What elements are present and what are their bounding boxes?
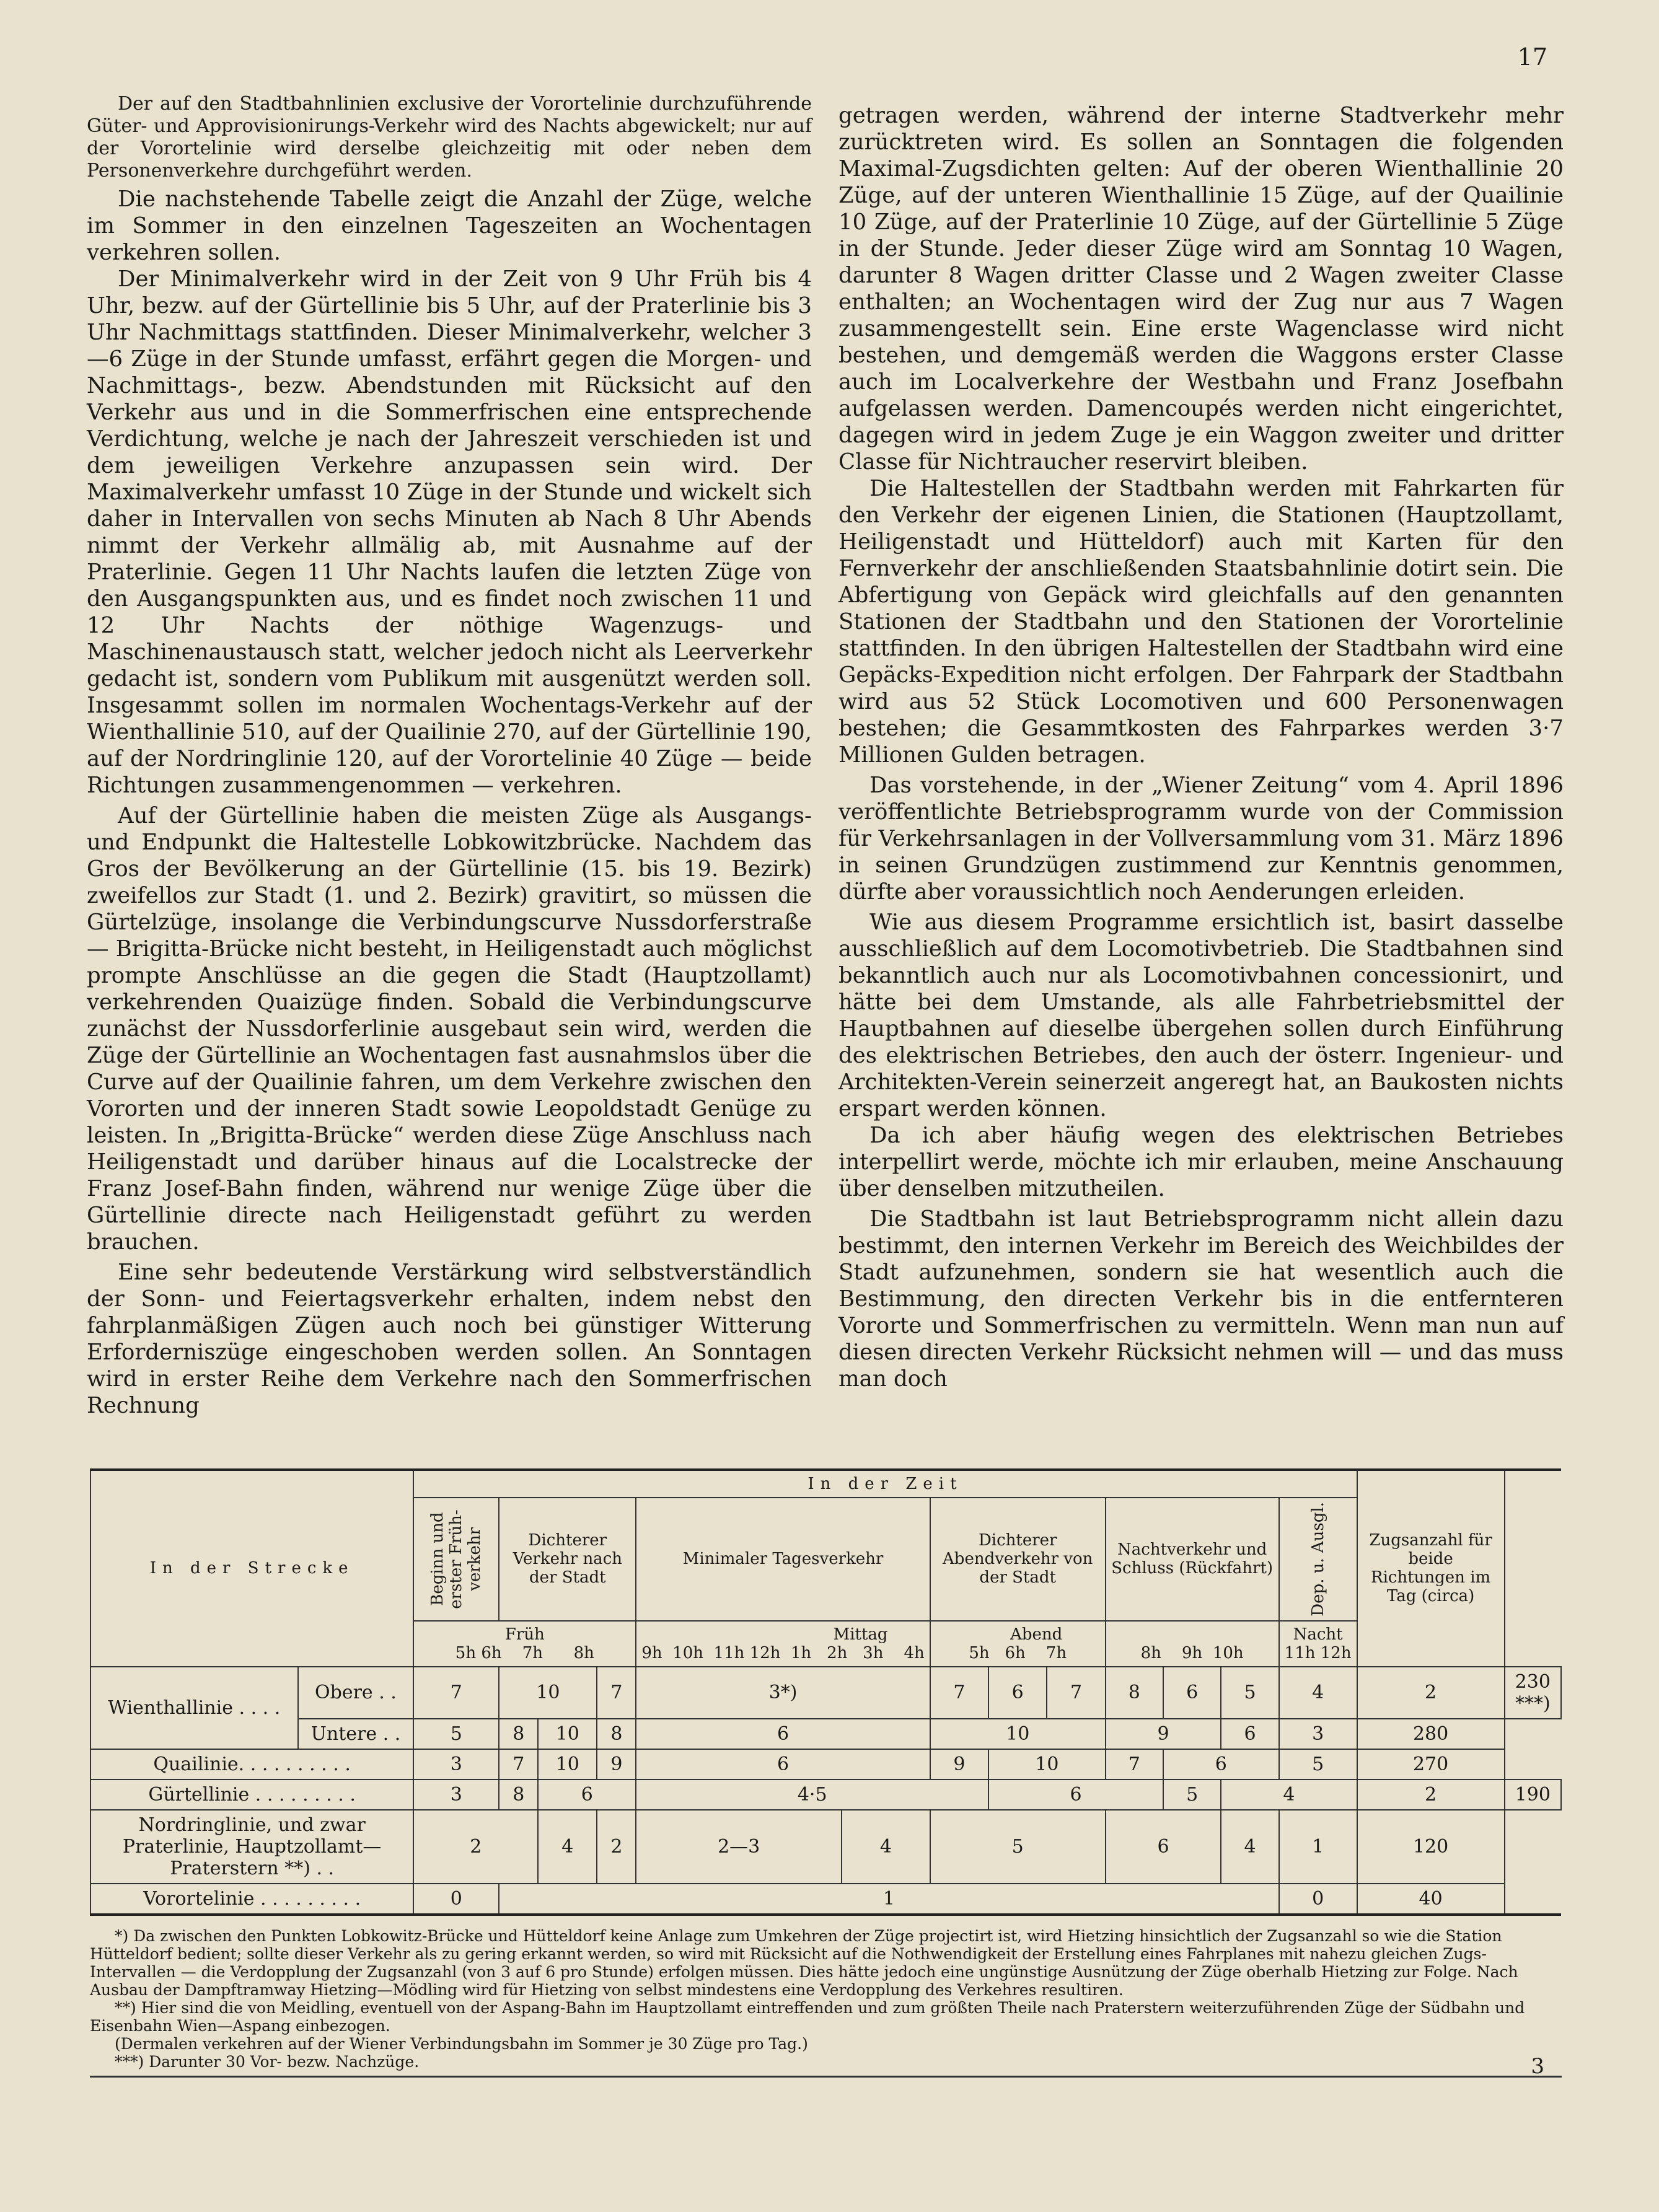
cell: 5 (1221, 1667, 1278, 1719)
hours-4: 8h 9h 10h (1140, 1643, 1244, 1662)
right-column (838, 102, 1564, 1392)
table-row (90, 1749, 1561, 1780)
header-dichter-abend: Dichterer Abendverkehr von der Stadt (930, 1498, 1106, 1621)
header-dep: Dep. u. Ausgl. (1279, 1498, 1357, 1621)
cell: 7 (413, 1667, 499, 1719)
row-label-quai: Quailinie. . . . . . . . . . (90, 1749, 413, 1780)
hours-2: 9h 10h 11h 12h 1h 2h 3h 4h (641, 1643, 925, 1662)
header-strecke: In der Strecke (90, 1470, 413, 1667)
paragraph: Die Stadtbahn ist laut Betriebsprogramm nicht allein dazu bestimmt, den internen Verkehr im Bereich des Weichbildes der Stadt aufzunehmen, sondern sie hat wesentlich auch die Bestimmung, den directen Verkehr bis in die entfernteren Vororte und Sommerfrischen zu vermitteln. Wenn man nun auf diesen directen Verkehr Rücksicht nehmen will — und das muss man doch (838, 1206, 1564, 1392)
cell: 2 (597, 1810, 636, 1884)
paragraph: Die nachstehende Tabelle zeigt die Anzahl der Züge, welche im Sommer in den einzelnen Tageszeiten an Wochentagen verkehren sollen. (87, 187, 812, 265)
cell: 4 (538, 1810, 597, 1884)
cell: 6 (988, 1780, 1163, 1810)
paragraph: Auf der Gürtellinie haben die meisten Züge als Ausgangs- und Endpunkt die Haltestelle Lobkowitzbrücke. Nachdem das Gros der Bevölkerung an der Gürtellinie (15. bis 19. Bezirk) zweifellos zur Stadt (1. und 2. Bezirk) gravitirt, so müssen die Gürtelzüge, insolange die Verbindungscurve Nussdorferstraße — Brigitta-Brücke nicht besteht, in Heiligenstadt auch möglichst prompte Anschlüsse an die gegen die Stadt (Hauptzollamt) verkehrenden Quaizüge finden. Sobald die Verbindungscurve zunächst der Nussdorferlinie ausgebaut sein wird, werden die Züge der Gürtellinie an Wochentagen fast ausnahmslos über die Curve auf der Quailinie fahren, um dem Verkehre zwischen den Vororten und der inneren Stadt sowie Leopoldstadt Genüge zu leisten. In „Brigitta-Brücke“ werden diese Züge Anschluss nach Heiligenstadt und darüber hinaus auf die Localstrecke der Franz Josef-Bahn finden, während nur wenige Züge über die Gürtellinie directe nach Heiligenstadt geführt zu werden brauchen. (87, 803, 812, 1255)
cell: 7 (1047, 1667, 1105, 1719)
cell: 0 (1279, 1884, 1357, 1915)
cell: 3 (413, 1780, 499, 1810)
footnote: ***) Darunter 30 Vor- bezw. Nachzüge. (115, 2052, 420, 2071)
hours-5: 11h 12h (1284, 1643, 1352, 1662)
cell: 6 (538, 1780, 636, 1810)
cell: 2 (413, 1810, 538, 1884)
cell: 9 (597, 1749, 636, 1780)
hours-nacht-block (1106, 1621, 1279, 1667)
cell: 7 (1106, 1749, 1163, 1780)
paragraph: Das vorstehende, in der „Wiener Zeitung“ vom 4. April 1896 veröffentlichte Betriebsprogramm wurde von der Commission für Verkehrsanlagen in der Vollversammlung vom 31. März 1896 in seinen Grundzügen zustimmend zur Kenntnis genommen, dürfte aber voraussichtlich noch Aenderungen erleiden. (838, 773, 1564, 905)
header-nacht: Nachtverkehr und Schluss (Rückfahrt) (1106, 1498, 1279, 1621)
cell: 4 (842, 1810, 930, 1884)
paragraph: Eine sehr bedeutende Verstärkung wird selbstverständlich der Sonn- und Feiertagsverkehr erhalten, indem nebst den fahrplanmäßigen Zügen auch noch bei günstiger Witterung Erforderniszüge eingeschoben werden sollen. An Sonntagen wird in erster Reihe dem Verkehre nach den Sommerfrischen Rechnung (87, 1260, 812, 1418)
cell: 2 (1357, 1780, 1505, 1810)
cell: 5 (413, 1719, 499, 1749)
cell: 6 (1163, 1749, 1279, 1780)
footnote: *) Da zwischen den Punkten Lobkowitz-Brücke und Hütteldorf keine Anlage zum Umkehren der Züge projectirt ist, wird Hietzing hinsichtlich der Zugsanzahl so wie die Station Hütteldorf bedient; sollte dieser Verkehr als zu gering erkannt werden, so wird mit Rücksicht auf die Nothwendigkeit der Erstellung eines Fahrplanes mit nahezu gleichen Zugs-Intervallen — die Verdopplung der Zugsanzahl (von 3 auf 6 pro Stunde) erfolgen müssen. Dies hätte jedoch eine ungünstige Ausnützung der Züge oberhalb Hietzing zur Folge. Nach Ausbau der Dampftramway Hietzing—Mödling wird für Hietzing von selbst mindestens eine Verdopplung des Verkehres resultiren. (90, 1926, 1518, 1999)
cell: 7 (499, 1749, 538, 1780)
header-zeit: In der Zeit (413, 1470, 1357, 1498)
cell: 1 (1279, 1810, 1357, 1884)
cell: 3*) (636, 1667, 930, 1719)
header-total: Zugsanzahl für beide Richtungen im Tag (circa) (1357, 1470, 1505, 1667)
cell-total: 120 (1357, 1810, 1505, 1884)
row-label-obere: Obere . . (298, 1667, 414, 1719)
row-label-guertel: Gürtellinie . . . . . . . . . (90, 1780, 413, 1810)
footnote: **) Hier sind die von Meidling, eventuell von der Aspang-Bahn im Hauptzollamt eintreffenden und zum größten Theile nach Praterstern weiterzuführenden Züge der Südbahn und Eisenbahn Wien—Aspang einbezogen. (90, 1998, 1525, 2035)
cell: 6 (1221, 1719, 1278, 1749)
cell: 7 (597, 1667, 636, 1719)
paragraph: Da ich aber häufig wegen des elektrischen Betriebes interpellirt werde, möchte ich mir erlauben, meine Anschauung über denselben mitzutheilen. (838, 1123, 1564, 1201)
row-label-vorort: Vorortelinie . . . . . . . . . (90, 1884, 413, 1915)
row-label-wienthal: Wienthallinie . . . . (90, 1667, 298, 1749)
hours-nacht (1279, 1621, 1357, 1667)
train-schedule-table-section (90, 1468, 1562, 2078)
cell: 6 (1106, 1810, 1221, 1884)
cell-total: 280 (1357, 1719, 1505, 1749)
cell: 8 (499, 1780, 538, 1810)
paragraph: Der auf den Stadtbahnlinien exclusive der Vorortelinie durchzuführende Güter- und Approvisionirungs-Verkehr wird des Nachts abgewickelt; nur auf der Vorortelinie wird derselbe gleichzeitig mit oder neben dem Personenverkehre durchgeführt werden. (87, 93, 812, 182)
footnote: (Dermalen verkehren auf der Wiener Verbindungsbahn im Sommer je 30 Züge pro Tag.) (115, 2034, 808, 2053)
cell: 7 (930, 1667, 988, 1719)
row-label-untere: Untere . . (298, 1719, 414, 1749)
cell: 5 (1279, 1749, 1357, 1780)
cell: 9 (1106, 1719, 1221, 1749)
cell: 10 (538, 1719, 597, 1749)
paragraph: Wie aus diesem Programme ersichtlich ist, basirt dasselbe ausschließlich auf dem Locomotivbetrieb. Die Stadtbahnen sind bekanntlich auch nur als Locomotivbahnen concessionirt, und hätte bei dem Umstande, als alle Fahrbetriebsmittel der Hauptbahnen auf dieselbe übergehen sollen durch Einführung des elektrischen Betriebes, den auch der österr. Ingenieur- und Architekten-Verein seinerzeit angeregt hat, an Baukosten nichts erspart werden können. (838, 910, 1564, 1121)
cell-total: 270 (1357, 1749, 1505, 1780)
footnotes (90, 1927, 1562, 2078)
table-row (90, 1719, 1561, 1749)
cell: 8 (1106, 1667, 1163, 1719)
cell: 2—3 (636, 1810, 842, 1884)
table-row (90, 1780, 1561, 1810)
table-row (90, 1810, 1561, 1884)
cell: 6 (636, 1719, 930, 1749)
hours-3: 5h 6h 7h (969, 1643, 1067, 1662)
paragraph: Der Minimalverkehr wird in der Zeit von 9 Uhr Früh bis 4 Uhr, bezw. auf der Gürtellinie bis 5 Uhr, auf der Praterlinie bis 3 Uhr Nachmittags stattfinden. Dieser Minimalverkehr, welcher 3—6 Züge in der Stunde umfasst, erfährt gegen die Morgen- und Nachmittags-, bezw. Abendstunden mit Rücksicht auf den Verkehr aus und in die Sommerfrischen eine entsprechende Verdichtung, welche je nach der Jahreszeit verschieden ist und dem jeweiligen Verkehre anzupassen sein wird. Der Maximalverkehr umfasst 10 Züge in der Stunde und wickelt sich daher in Intervallen von sechs Minuten ab Nach 8 Uhr Abends nimmt der Verkehr allmälig ab, mit Ausnahme auf der Praterlinie. Gegen 11 Uhr Nachts laufen die letzten Züge von den Ausgangspunkten aus, und es findet noch zwischen 11 und 12 Uhr Nachts der nöthige Wagenzugs- und Maschinenaustausch statt, welcher jedoch nicht als Leerverkehr gedacht ist, sondern vom Publikum mit ausgenützt werden soll. Insgesammt sollen im normalen Wochentags-Verkehr auf der Wienthallinie 510, auf der Quailinie 270, auf der Gürtellinie 190, auf der Nordringlinie 120, auf der Vorortelinie 40 Züge — beide Richtungen zusammengenommen — verkehren. (87, 266, 812, 798)
cell: 3 (413, 1749, 499, 1780)
table-row (90, 1667, 1561, 1719)
train-schedule-table (90, 1468, 1562, 1916)
signature-mark: 3 (1531, 2054, 1544, 2079)
cell: 6 (636, 1749, 930, 1780)
table-header-row (90, 1470, 1561, 1498)
cell: 4 (1279, 1667, 1357, 1719)
label-frueh: Früh (504, 1625, 545, 1644)
cell-total: 190 (1505, 1780, 1561, 1810)
header-dichter-frueh: Dichterer Verkehr nach der Stadt (499, 1498, 636, 1621)
label-mittag: Mittag (833, 1625, 888, 1644)
cell-total: 230 ***) (1505, 1667, 1561, 1719)
cell: 10 (538, 1749, 597, 1780)
page-number: 17 (1517, 43, 1547, 71)
hours-abend (930, 1621, 1106, 1667)
cell: 3 (1279, 1719, 1357, 1749)
label-abend: Abend (1010, 1625, 1063, 1644)
cell: 6 (1163, 1667, 1221, 1719)
paragraph: getragen werden, während der interne Stadtverkehr mehr zurücktreten wird. Es sollen an Sonntagen die folgenden Maximal-Zugsdichten gelten: Auf der oberen Wienthallinie 20 Züge, auf der unteren Wienthallinie 15 Züge, auf der Quailinie 10 Züge, auf der Praterlinie 10 Züge, auf der Gürtellinie 5 Züge in der Stunde. Jeder dieser Züge wird am Sonntag 10 Wagen, darunter 8 Wagen dritter Classe und 2 Wagen zweiter Classe enthalten; an Wochentagen wird der Zug nur aus 7 Wagen zusammengestellt sein. Eine erste Wagenclasse wird nicht bestehen, und demgemäß werden die Waggons erster Classe auch im Localverkehre der Westbahn und Franz Josefbahn aufgelassen werden. Damencoupés werden nicht eingerichtet, dagegen wird in jedem Zuge je ein Waggon zweiter und dritter Classe für Nichtraucher reservirt bleiben. (838, 103, 1564, 475)
cell: 10 (988, 1749, 1106, 1780)
header-minimal: Minimaler Tagesverkehr (636, 1498, 930, 1621)
cell: 0 (413, 1884, 499, 1915)
cell-total: 40 (1357, 1884, 1505, 1915)
hours-frueh (413, 1621, 636, 1667)
header-beginn: Beginn und erster Früh-verkehr (413, 1498, 499, 1621)
cell: 10 (930, 1719, 1106, 1749)
hours-mittag (636, 1621, 930, 1667)
left-column (87, 93, 812, 1419)
cell: 4 (1221, 1810, 1278, 1884)
row-label-nordring: Nordringlinie, und zwar Praterlinie, Hauptzollamt—Praterstern **) . . (90, 1810, 413, 1884)
cell: 9 (930, 1749, 988, 1780)
cell: 6 (988, 1667, 1047, 1719)
label-nacht: Nacht (1293, 1625, 1343, 1644)
hours-1: 5h 6h 7h 8h (455, 1643, 594, 1662)
cell: 1 (499, 1884, 1278, 1915)
table-row (90, 1884, 1561, 1915)
cell: 8 (597, 1719, 636, 1749)
cell: 5 (1163, 1780, 1221, 1810)
cell: 8 (499, 1719, 538, 1749)
cell: 10 (499, 1667, 597, 1719)
paragraph: Die Haltestellen der Stadtbahn werden mit Fahrkarten für den Verkehr der eigenen Linien, die Stationen (Hauptzollamt, Heiligenstadt und Hütteldorf) auch mit Karten für den Fernverkehr der anschließenden Staatsbahnlinie dotirt sein. Die Abfertigung von Gepäck wird gleichfalls auf den genannten Stationen der Stadtbahn und den Stationen der Vorortelinie stattfinden. In den übrigen Haltestellen der Stadtbahn wird eine Gepäcks-Expedition nicht erfolgen. Der Fahrpark der Stadtbahn wird aus 52 Stück Locomotiven und 600 Personenwagen bestehen; die Gesammtkosten des Fahrparkes werden 3·7 Millionen Gulden betragen. (838, 476, 1564, 768)
cell: 4 (1221, 1780, 1357, 1810)
cell: 5 (930, 1810, 1106, 1884)
cell: 4·5 (636, 1780, 988, 1810)
cell: 2 (1357, 1667, 1505, 1719)
